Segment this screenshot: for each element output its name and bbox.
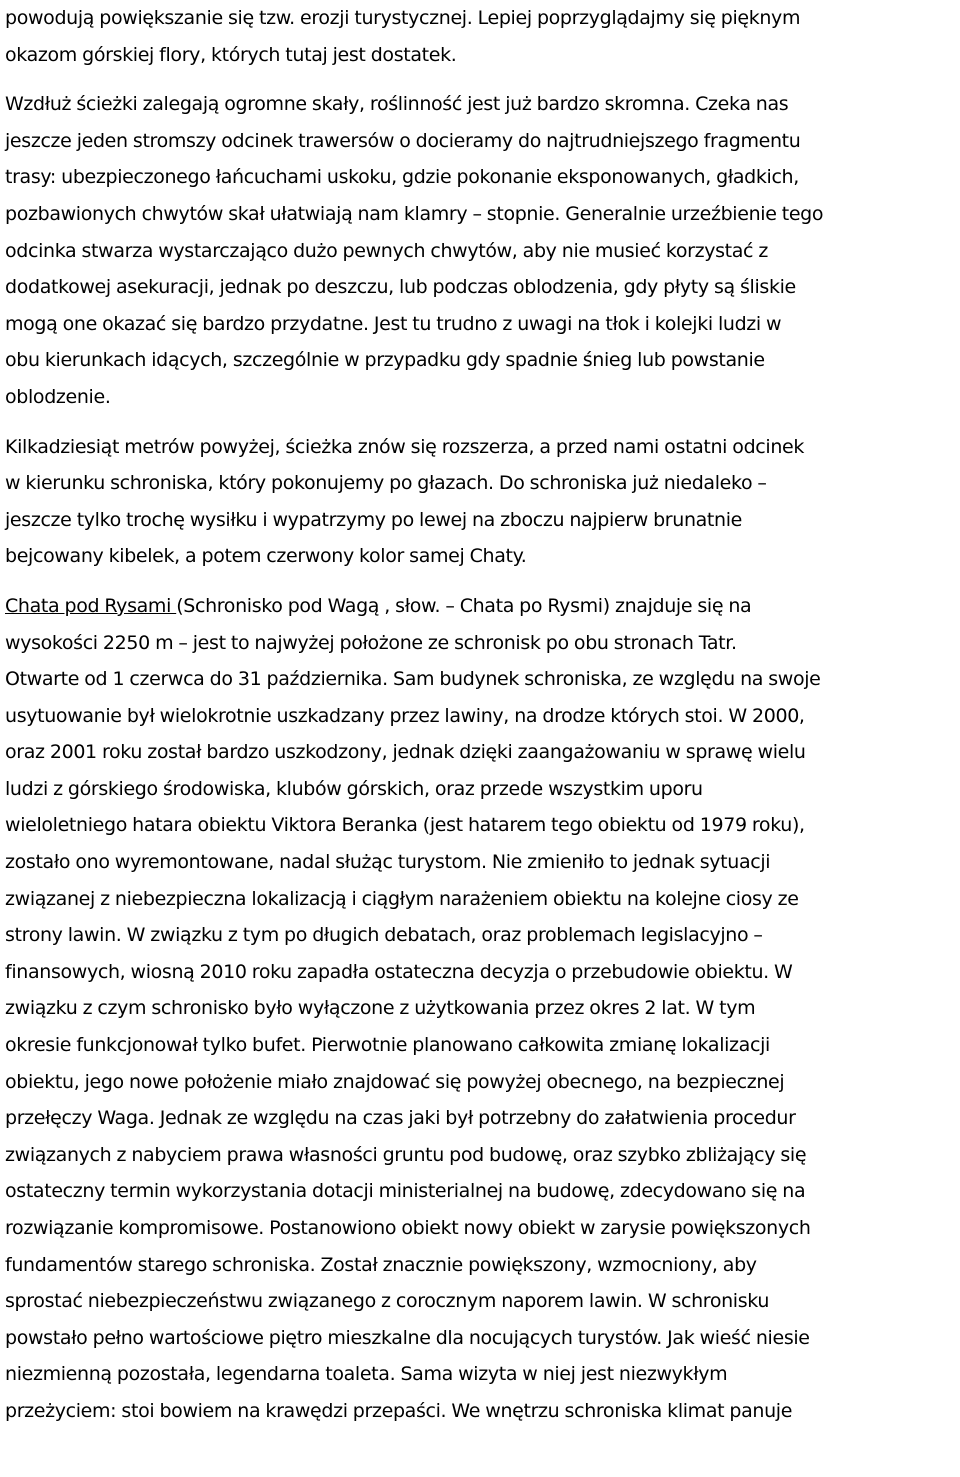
text-line: okresie funkcjonował tylko bufet. Pierwotnie planowano całkowita zmianę lokalizacji [5,1034,770,1057]
text-line: wysokości 2250 m – jest to najwyżej położone ze schronisk po obu stronach Tatr. [5,631,737,654]
text-line: Otwarte od 1 czerwca do 31 października. Sam budynek schroniska, ze względu na swoje [5,668,821,691]
text-line: pozbawionych chwytów skał ułatwiają nam klamry – stopnie. Generalnie urzeźbienie tego [5,202,824,225]
text-line: obu kierunkach idących, szczególnie w przypadku gdy spadnie śnieg lub powstanie [5,349,765,372]
text-line: Kilkadziesiąt metrów powyżej, ścieżka znów się rozszerza, a przed nami ostatni odcinek [5,435,804,458]
text-line: mogą one okazać się bardzo przydatne. Jest tu trudno z uwagi na tłok i kolejki ludzi w [5,312,782,335]
text-line: zostało ono wyremontowane, nadal służąc turystom. Nie zmieniło to jednak sytuacji [5,851,771,874]
text-line: wieloletniego hatara obiektu Viktora Beranka (jest hatarem tego obiektu od 1979 roku), [5,814,805,837]
text-line: strony lawin. W związku z tym po długich debatach, oraz problemach legislacyjno – [5,924,763,947]
text-line: przełęczy Waga. Jednak ze względu na czas jaki był potrzebny do załatwienia procedur [5,1107,796,1130]
text-run: (Schronisko pod Wagą , słow. – Chata po Rysmi) znajduje się na [176,594,752,617]
text-line: dodatkowej asekuracji, jednak po deszczu, lub podczas oblodzenia, gdy płyty są śliskie [5,276,796,299]
text-line: ostateczny termin wykorzystania dotacji ministerialnej na budowę, zdecydowano się na [5,1180,806,1203]
text-line: powodują powiększanie się tzw. erozji turystycznej. Lepiej poprzyglądajmy się pięknym [5,7,801,29]
paragraph-approach [5,429,957,575]
text-line: sprostać niebezpieczeństwu związanego z corocznym naporem lawin. W schronisku [5,1290,770,1313]
text-line: oblodzenie. [5,385,111,408]
text-line: finansowych, wiosną 2010 roku zapadła ostateczna decyzja o przebudowie obiektu. W [5,960,793,983]
text-line: usytuowanie był wielokrotnie uszkadzany przez lawiny, na drodze których stoi. W 2000, [5,704,805,727]
text-line: niezmienną pozostała, legendarna toaleta. Sama wizyta w niej jest niezwykłym [5,1363,728,1386]
text-line: jeszcze jeden stromszy odcinek trawersów o docieramy do najtrudniejszego fragmentu [5,129,801,152]
text-line: rozwiązanie kompromisowe. Postanowiono obiekt nowy obiekt w zarysie powiększonych [5,1217,811,1239]
paragraph-flora [5,0,957,73]
text-line: jeszcze tylko trochę wysiłku i wypatrzymy po lewej na zboczu najpierw brunatnie [5,508,742,531]
text-line: bejcowany kibelek, a potem czerwony kolor samej Chaty. [5,545,527,568]
text-line: fundamentów starego schroniska. Został znacznie powiększony, wzmocniony, aby [5,1253,757,1276]
paragraph-chata [5,588,957,1430]
text-line: Wzdłuż ścieżki zalegają ogromne skały, roślinność jest już bardzo skromna. Czeka nas [5,93,789,116]
text-line: odcinka stwarza wystarczająco dużo pewnych chwytów, aby nie musieć korzystać z [5,239,768,262]
text-line: trasy: ubezpieczonego łańcuchami uskoku, gdzie pokonanie eksponowanych, gładkich, [5,166,799,189]
text-line: związanych z nabyciem prawa własności gruntu pod budowę, oraz szybko zbliżający się [5,1143,807,1166]
paragraph-trail [5,86,957,415]
text-line: związku z czym schronisko było wyłączone z użytkowania przez okres 2 lat. W tym [5,997,756,1020]
text-line [5,588,957,625]
text-line: ludzi z górskiego środowiska, klubów górskich, oraz przede wszystkim uporu [5,777,703,800]
text-line: powstało pełno wartościowe piętro mieszkalne dla nocujących turystów. Jak wieść niesie [5,1326,810,1349]
chata-link-text: Chata pod Rysami [5,594,177,617]
document-page [5,0,957,1443]
text-line: oraz 2001 roku został bardzo uszkodzony, jednak dzięki zaangażowaniu w sprawę wielu [5,741,806,764]
text-line: związanej z niebezpieczna lokalizacją i ciągłym narażeniem obiektu na kolejne ciosy ze [5,887,799,910]
text-line: w kierunku schroniska, który pokonujemy po głazach. Do schroniska już niedaleko – [5,472,767,495]
text-line: okazom górskiej flory, których tutaj jest dostatek. [5,43,457,66]
text-line: obiektu, jego nowe położenie miało znajdować się powyżej obecnego, na bezpiecznej [5,1070,785,1093]
text-line: przeżyciem: stoi bowiem na krawędzi przepaści. We wnętrzu schroniska klimat panuje [5,1399,793,1422]
